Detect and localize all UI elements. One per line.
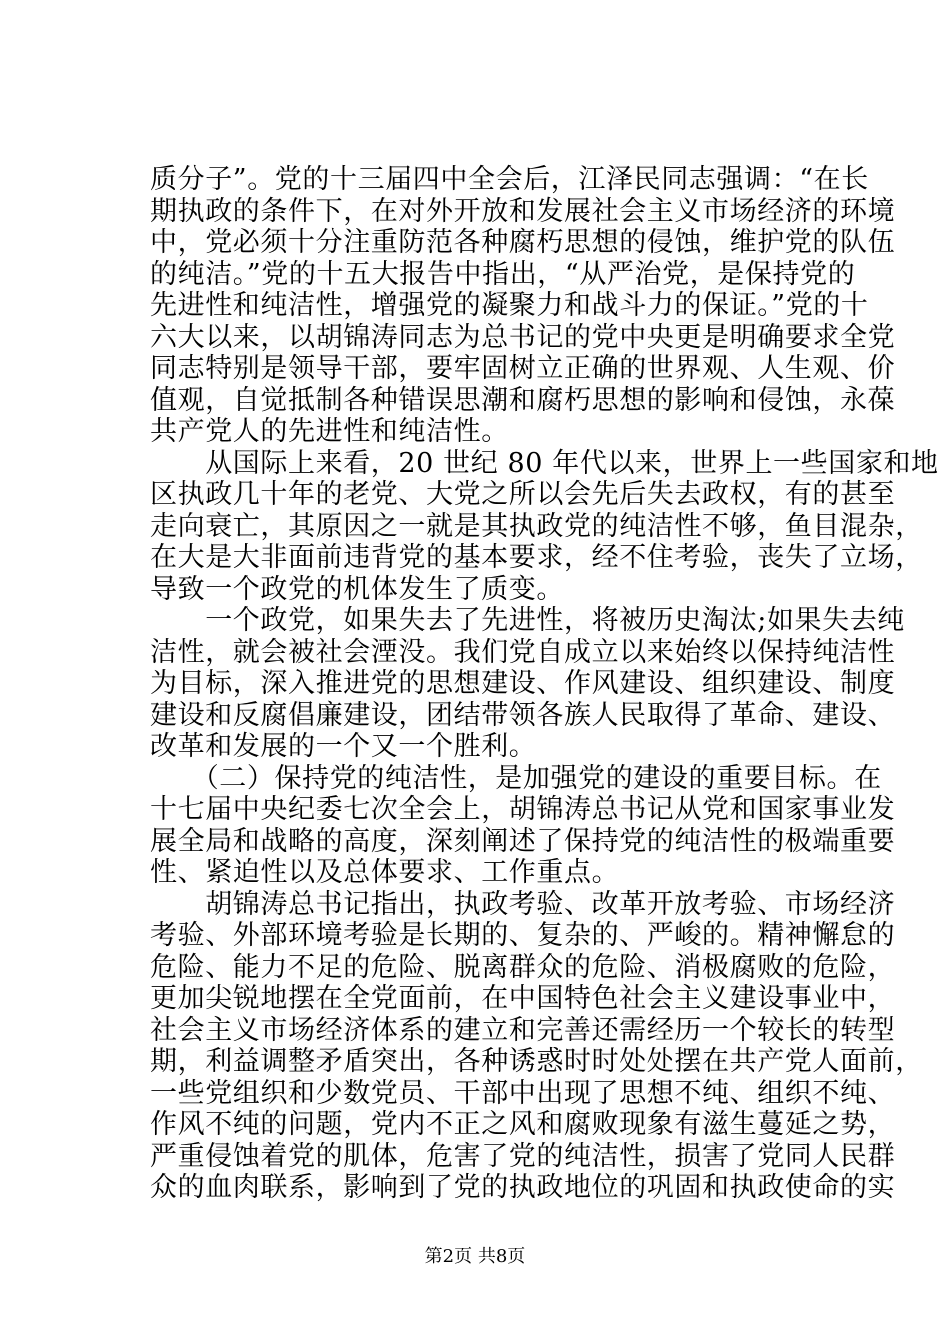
text-line: 更加尖锐地摆在全党面前，在中国特色社会主义建设事业中， [150, 983, 896, 1014]
text-line: 期执政的条件下，在对外开放和发展社会主义市场经济的环境 [150, 195, 896, 227]
text-line: 共产党人的先进性和纯洁性。 [150, 416, 509, 447]
text-line: 在大是大非面前违背党的基本要求，经不住考验，丧失了立场， [150, 542, 923, 573]
text-line: 改革和发展的一个又一个胜利。 [150, 731, 537, 762]
text-line: 性、紧迫性以及总体要求、工作重点。 [150, 857, 620, 888]
text-line: 一个政党，如果失去了先进性，将被历史淘汰;如果失去纯 [150, 605, 905, 636]
text-line: 期，利益调整矛盾突出，各种诱惑时时处处摆在共产党人面前， [150, 1046, 923, 1077]
text-line: 一些党组织和少数党员、干部中出现了思想不纯、组织不纯、 [150, 1077, 896, 1109]
text-line: 洁性，就会被社会湮没。我们党自成立以来始终以保持纯洁性 [150, 636, 896, 668]
text-line: 的纯洁。”党的十五大报告中指出，“从严治党，是保持党的 [150, 258, 856, 290]
text-line: 六大以来，以胡锦涛同志为总书记的党中央更是明确要求全党 [150, 321, 896, 353]
text-line: 严重侵蚀着党的肌体，危害了党的纯洁性，损害了党同人民群 [150, 1140, 896, 1172]
text-line: 走向衰亡，其原因之一就是其执政党的纯洁性不够，鱼目混杂， [150, 510, 923, 542]
text-line: 值观，自觉抵制各种错误思潮和腐朽思想的影响和侵蚀，永葆 [150, 384, 896, 416]
body-text [150, 164, 939, 1204]
page-footer [0, 1246, 950, 1268]
text-line: 区执政几十年的老党、大党之所以会先后失去政权，有的甚至 [150, 479, 896, 510]
text-line: 十七届中央纪委七次全会上，胡锦涛总书记从党和国家事业发 [150, 794, 896, 825]
text-line: 导致一个政党的机体发生了质变。 [150, 573, 564, 605]
text-line: 胡锦涛总书记指出，执政考验、改革开放考验、市场经济 [150, 888, 896, 920]
text-line: 为目标，深入推进党的思想建设、作风建设、组织建设、制度 [150, 668, 896, 699]
text-line: 同志特别是领导干部，要牢固树立正确的世界观、人生观、价 [150, 353, 896, 384]
text-line: 先进性和纯洁性，增强党的凝聚力和战斗力的保证。”党的十 [150, 290, 869, 321]
text-line: 众的血肉联系，影响到了党的执政地位的巩固和执政使命的实 [150, 1172, 896, 1203]
text-line: （二）保持党的纯洁性，是加强党的建设的重要目标。在 [150, 762, 882, 794]
text-line: 展全局和战略的高度，深刻阐述了保持党的纯洁性的极端重要 [150, 825, 896, 857]
text-line: 考验、外部环境考验是长期的、复杂的、严峻的。精神懈怠的 [150, 920, 896, 951]
text-line: 危险、能力不足的危险、脱离群众的危险、消极腐败的危险， [150, 951, 896, 983]
text-line: 从国际上来看，20 世纪 80 年代以来，世界上一些国家和地 [150, 447, 939, 479]
text-line: 质分子”。党的十三届四中全会后，江泽民同志强调：“在长 [150, 164, 869, 195]
page-indicator: 第2页 共8页 [424, 1246, 526, 1267]
text-line: 作风不纯的问题，党内不正之风和腐败现象有滋生蔓延之势， [150, 1109, 896, 1140]
text-line: 社会主义市场经济体系的建立和完善还需经历一个较长的转型 [150, 1014, 896, 1046]
text-line: 中，党必须十分注重防范各种腐朽思想的侵蚀，维护党的队伍 [150, 227, 896, 258]
text-line: 建设和反腐倡廉建设，团结带领各族人民取得了革命、建设、 [150, 699, 896, 731]
